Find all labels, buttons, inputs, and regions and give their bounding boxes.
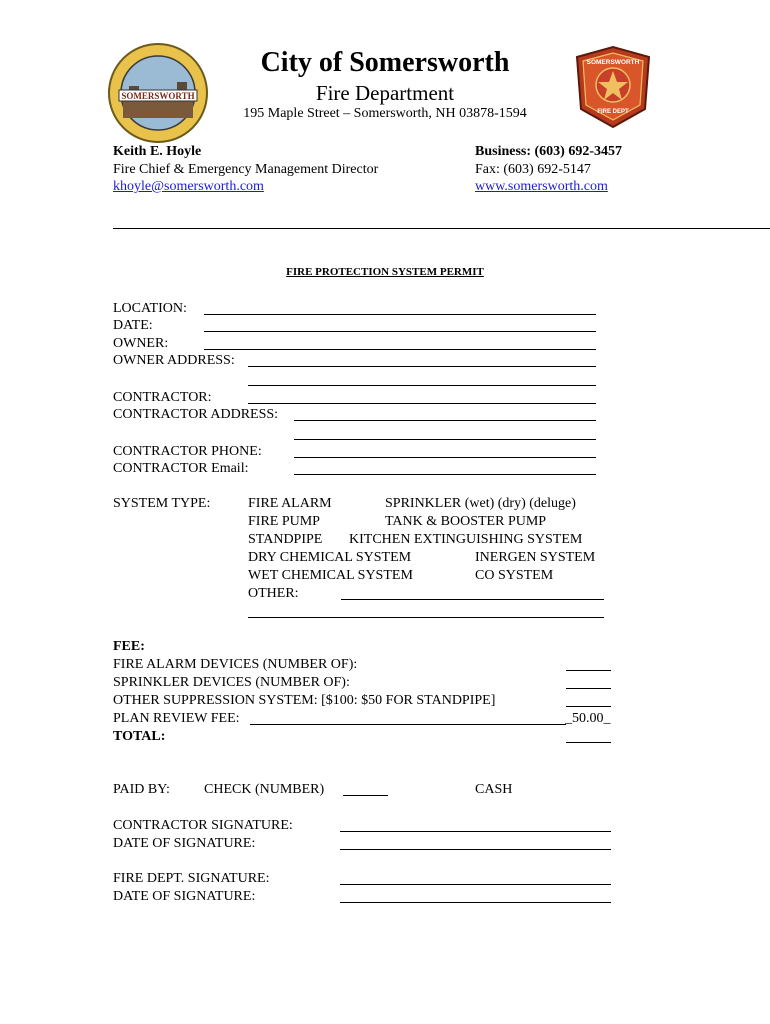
- system-dry-chemical[interactable]: DRY CHEMICAL SYSTEM: [248, 550, 412, 565]
- contractor-signature-date-field[interactable]: [340, 849, 611, 850]
- fee-sprinkler-devices-label: SPRINKLER DEVICES (NUMBER OF):: [113, 675, 350, 690]
- contractor-email-field[interactable]: [294, 474, 596, 475]
- website-link[interactable]: www.somersworth.com: [475, 179, 608, 194]
- system-kitchen[interactable]: KITCHEN EXTINGUISHING SYSTEM: [349, 532, 583, 547]
- contractor-address-label: CONTRACTOR ADDRESS:: [113, 407, 279, 422]
- header-divider: [113, 228, 770, 229]
- system-wet-chemical[interactable]: WET CHEMICAL SYSTEM: [248, 568, 413, 583]
- seal-name-text: SOMERSWORTH: [121, 91, 195, 101]
- contractor-address-field[interactable]: [294, 420, 596, 421]
- contractor-phone-label: CONTRACTOR PHONE:: [113, 444, 262, 459]
- fd-signature-label: FIRE DEPT. SIGNATURE:: [113, 871, 270, 886]
- fee-sprinkler-devices-field[interactable]: [566, 688, 611, 689]
- department-title: Fire Department: [315, 81, 455, 105]
- owner-label: OWNER:: [113, 336, 169, 351]
- system-sprinkler[interactable]: SPRINKLER (wet) (dry) (deluge): [385, 496, 576, 511]
- fee-alarm-devices-label: FIRE ALARM DEVICES (NUMBER OF):: [113, 657, 358, 672]
- system-other-field[interactable]: [341, 599, 604, 600]
- date-label: DATE:: [113, 318, 153, 333]
- system-type-label: SYSTEM TYPE:: [113, 496, 211, 511]
- system-fire-alarm[interactable]: FIRE ALARM: [248, 496, 332, 511]
- fee-total-label: TOTAL:: [113, 729, 166, 744]
- owner-address-field[interactable]: [248, 366, 596, 367]
- system-co[interactable]: CO SYSTEM: [475, 568, 554, 583]
- paid-by-label: PAID BY:: [113, 782, 170, 797]
- fee-other-suppression-label: OTHER SUPPRESSION SYSTEM: [$100: $50 FOR STANDPIPE]: [113, 693, 496, 708]
- city-title: City of Somersworth: [260, 47, 510, 78]
- fee-other-suppression-field[interactable]: [566, 706, 611, 707]
- fax-number: Fax: (603) 692-5147: [475, 162, 591, 177]
- fee-plan-review-leader: [250, 724, 566, 725]
- badge-top-text: SOMERSWORTH: [586, 59, 640, 66]
- date-field[interactable]: [204, 331, 596, 332]
- owner-address-field-2[interactable]: [248, 385, 596, 386]
- system-fire-pump[interactable]: FIRE PUMP: [248, 514, 320, 529]
- system-other-field-2[interactable]: [248, 617, 604, 618]
- contractor-field[interactable]: [248, 403, 596, 404]
- fee-total-field[interactable]: [566, 742, 611, 743]
- owner-address-label: OWNER ADDRESS:: [113, 353, 235, 368]
- system-standpipe[interactable]: STANDPIPE: [248, 532, 323, 547]
- contractor-email-label: CONTRACTOR Email:: [113, 461, 249, 476]
- contractor-signature-field[interactable]: [340, 831, 611, 832]
- check-number-label[interactable]: CHECK (NUMBER): [204, 782, 325, 797]
- contractor-address-field-2[interactable]: [294, 439, 596, 440]
- fd-signature-date-field[interactable]: [340, 902, 611, 903]
- cash-option[interactable]: CASH: [475, 782, 513, 797]
- chief-name: Keith E. Hoyle: [113, 144, 202, 159]
- contractor-signature-label: CONTRACTOR SIGNATURE:: [113, 818, 293, 833]
- contractor-label: CONTRACTOR:: [113, 390, 212, 405]
- chief-role: Fire Chief & Emergency Management Director: [113, 162, 379, 177]
- fee-heading: FEE:: [113, 639, 145, 654]
- system-tank-booster[interactable]: TANK & BOOSTER PUMP: [385, 514, 547, 529]
- contractor-phone-field[interactable]: [294, 457, 596, 458]
- fd-signature-field[interactable]: [340, 884, 611, 885]
- chief-email-link[interactable]: khoyle@somersworth.com: [113, 179, 264, 194]
- form-title: FIRE PROTECTION SYSTEM PERMIT: [286, 266, 484, 278]
- system-inergen[interactable]: INERGEN SYSTEM: [475, 550, 596, 565]
- check-number-field[interactable]: [343, 795, 388, 796]
- contractor-signature-date-label: DATE OF SIGNATURE:: [113, 836, 256, 851]
- department-address: 195 Maple Street – Somersworth, NH 03878-1594: [243, 106, 527, 121]
- system-other-label: OTHER:: [248, 586, 299, 601]
- fee-alarm-devices-field[interactable]: [566, 670, 611, 671]
- location-label: LOCATION:: [113, 301, 187, 316]
- fee-plan-review-label: PLAN REVIEW FEE:: [113, 711, 240, 726]
- fee-plan-review-value: _50.00_: [565, 711, 611, 726]
- location-field[interactable]: [204, 314, 596, 315]
- owner-field[interactable]: [204, 349, 596, 350]
- badge-bottom-text: FIRE DEPT: [597, 109, 629, 115]
- business-phone: Business: (603) 692-3457: [475, 144, 623, 159]
- fd-signature-date-label: DATE OF SIGNATURE:: [113, 889, 256, 904]
